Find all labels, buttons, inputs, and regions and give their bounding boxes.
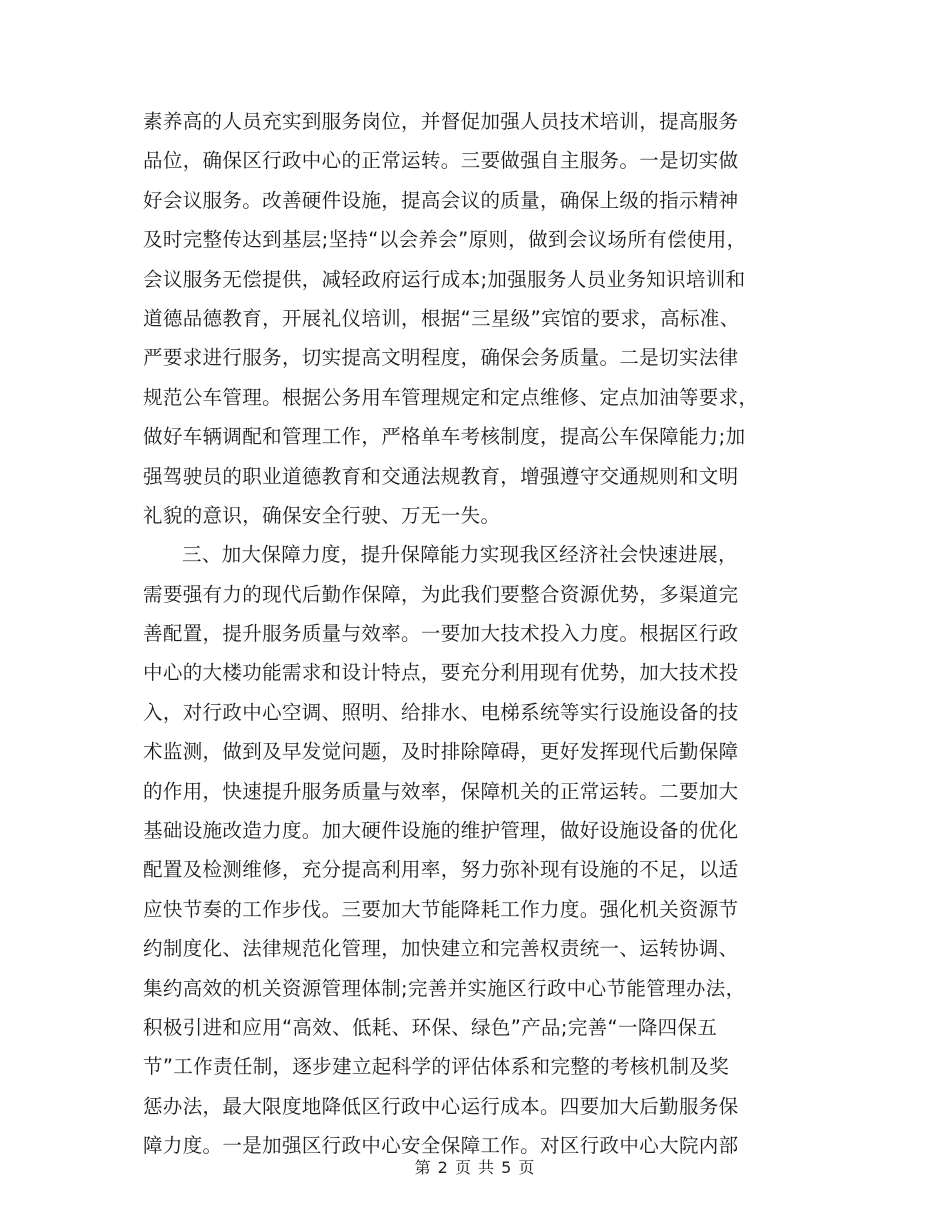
page-number-footer: 第 2 页 共 5 页 [414, 1158, 536, 1177]
text-line: 中心的大楼功能需求和设计特点，要充分利用现有优势，加大技术投 [143, 661, 739, 685]
text-line: 术监测，做到及早发觉问题，及时排除障碍，更好发挥现代后勤保障 [143, 740, 739, 764]
text-line: 品位，确保区行政中心的正常运转。三要做强自主服务。一是切实做 [143, 149, 739, 173]
text-line: 善配置，提升服务质量与效率。一要加大技术投入力度。根据区行政 [143, 622, 739, 646]
text-line: 素养高的人员充实到服务岗位，并督促加强人员技术培训，提高服务 [143, 110, 739, 133]
text-line: 严要求进行服务，切实提高文明程度，确保会务质量。二是切实法律 [143, 346, 739, 370]
text-line: 礼貌的意识，确保安全行驶、万无一失。 [143, 503, 501, 527]
text-line: 积极引进和应用“高效、低耗、环保、绿色”产品;完善“一降四保五 [143, 1015, 718, 1039]
text-line: 会议服务无偿提供，减轻政府运行成本;加强服务人员业务知识培训和 [143, 267, 746, 291]
text-line: 障力度。一是加强区行政中心安全保障工作。对区行政中心大院内部 [143, 1134, 739, 1158]
section-heading-line: 三、加大保障力度，提升保障能力实现我区经济社会快速进展， [182, 543, 738, 567]
text-line: 集约高效的机关资源管理体制;完善并实施区行政中心节能管理办法， [143, 976, 746, 1000]
text-line: 惩办法，最大限度地降低区行政中心运行成本。四要加大后勤服务保 [143, 1094, 739, 1118]
text-line: 好会议服务。改善硬件设施，提高会议的质量，确保上级的指示精神 [143, 188, 739, 212]
body-text [143, 102, 813, 1166]
text-line: 及时完整传达到基层;坚持“以会养会”原则，做到会议场所有偿使用， [143, 228, 747, 252]
text-line: 强驾驶员的职业道德教育和交通法规教育，增强遵守交通规则和文明 [143, 464, 739, 488]
text-line: 配置及检测维修，充分提高利用率，努力弥补现有设施的不足，以适 [143, 858, 739, 882]
text-line: 应快节奏的工作步伐。三要加大节能降耗工作力度。强化机关资源节 [143, 897, 739, 921]
text-line: 节”工作责任制，逐步建立起科学的评估体系和完整的考核机制及奖 [143, 1055, 730, 1079]
text-line: 规范公车管理。根据公务用车管理规定和定点维修、定点加油等要求， [143, 385, 759, 409]
text-line: 的作用，快速提升服务质量与效率，保障机关的正常运转。二要加大 [143, 779, 739, 803]
text-line: 需要强有力的现代后勤作保障，为此我们要整合资源优势，多渠道完 [143, 582, 739, 606]
text-line: 入，对行政中心空调、照明、给排水、电梯系统等实行设施设备的技 [143, 700, 739, 724]
text-line: 道德品德教育，开展礼仪培训，根据“三星级”宾馆的要求，高标准、 [143, 306, 740, 330]
text-line: 基础设施改造力度。加大硬件设施的维护管理，做好设施设备的优化 [143, 819, 739, 843]
text-line: 约制度化、法律规范化管理，加快建立和完善权责统一、运转协调、 [143, 937, 739, 961]
text-line: 做好车辆调配和管理工作，严格单车考核制度，提高公车保障能力;加 [143, 425, 746, 449]
